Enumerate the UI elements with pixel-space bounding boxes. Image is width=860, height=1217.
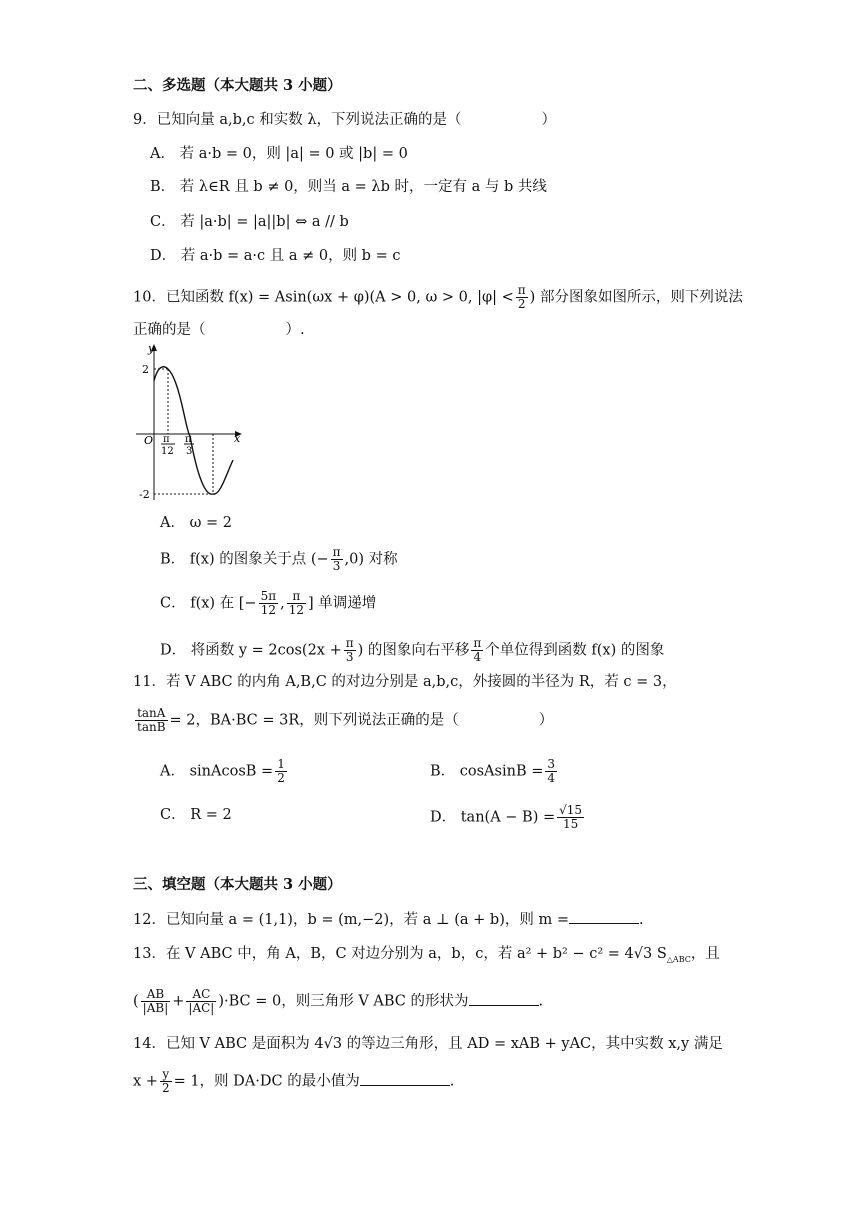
question-14-line1: 14．已知 V ABC 是面积为 4√3 的等边三角形，且 AD = xAB + yAC，其中实数 x,y 满足 <box>133 1036 723 1052</box>
answer-blank[interactable] <box>469 1005 539 1006</box>
q11-option-d <box>430 804 586 831</box>
q14-fraction <box>160 1068 172 1095</box>
q10-d-mid: ) 的图象向右平移 <box>357 642 470 659</box>
question-13-line1 <box>133 944 720 970</box>
fraction-denominator: |AC| <box>188 1001 215 1015</box>
q11-d-fraction <box>557 804 584 831</box>
q13-line1: 13．在 V ABC 中，角 A，B，C 对边分别为 a，b，c，若 a² + b² − c² = 4√3 S <box>133 946 667 962</box>
q9-option-a: A． 若 a·b = 0，则 |a| = 0 或 |b| = 0 <box>150 146 408 162</box>
q13-fraction-ab <box>141 988 171 1015</box>
fraction-numerator: AB <box>141 988 171 1002</box>
question-13-line2 <box>133 988 543 1015</box>
q13-open: ( <box>133 993 139 1010</box>
q10-c-pre: C． f(x) 在 [− <box>160 595 257 612</box>
fraction-denominator: 4 <box>547 771 555 785</box>
q13-plus: + <box>172 993 185 1010</box>
question-12 <box>133 910 644 930</box>
y-max-label: 2 <box>142 363 149 376</box>
fraction-denominator: 2 <box>277 771 285 785</box>
fraction-numerator: 3 <box>547 757 555 771</box>
q13-line2-post: )·BC = 0，则三角形 V ABC 的形状为 <box>218 993 469 1010</box>
fraction-numerator: AC <box>186 988 216 1002</box>
fraction-numerator: √15 <box>559 803 583 817</box>
q12-text: 12．已知向量 a = (1,1)，b = (m,−2)，若 a ⊥ (a + b)，则 m = <box>133 912 569 928</box>
fraction-denominator: 12 <box>260 603 276 617</box>
fraction-numerator: π <box>517 283 526 297</box>
q11-a-pre: A． sinAcosB = <box>160 763 274 780</box>
question-14-line2 <box>133 1068 454 1095</box>
question-9-stem <box>133 110 556 130</box>
q11-option-c: C． R = 2 <box>160 807 232 823</box>
fraction-numerator: 5π <box>260 589 277 603</box>
question-11-stem-line2 <box>133 707 553 734</box>
tick1-denominator: 12 <box>161 446 174 457</box>
q11-tan-fraction <box>135 707 168 734</box>
q10-b-pre: B． f(x) 的图象关于点 (− <box>160 551 329 568</box>
tick1-numerator: π <box>163 434 170 445</box>
q10-c-fraction-2 <box>287 590 306 617</box>
fraction-numerator: π <box>473 636 482 650</box>
q10-stem2-end: ）. <box>285 322 305 338</box>
q13-fraction-ac <box>186 988 216 1015</box>
q13-subscript: △ABC <box>666 954 691 964</box>
q11-d-pre: D． tan(A − B) = <box>430 809 556 826</box>
question-10-stem-line1 <box>133 284 743 311</box>
tick2-denominator: 3 <box>186 446 193 457</box>
q13-line1-end: ，且 <box>690 946 720 962</box>
y-label: y <box>148 342 155 355</box>
q10-option-a: A． ω = 2 <box>160 515 232 531</box>
q12-end: . <box>638 912 644 928</box>
q10-stem2: 正确的是（ <box>133 322 206 338</box>
q9-stem-end: ） <box>541 112 557 128</box>
q10-stem-fraction <box>516 284 528 311</box>
fraction-denominator: tanB <box>137 720 166 734</box>
q11-b-fraction <box>545 758 557 785</box>
section-3-title: 三、填空题（本大题共 3 小题） <box>133 876 342 893</box>
q10-c-post: ] 单调递增 <box>308 595 377 612</box>
fraction-denominator: 4 <box>473 650 482 664</box>
q10-option-d <box>160 637 664 664</box>
question-11-stem-line1: 11．若 V ABC 的内角 A,B,C 的对边分别是 a,b,c，外接圆的半径为 R，若 c = 3， <box>133 674 677 690</box>
q9-option-d: D． 若 a·b = a·c 且 a ≠ 0，则 b = c <box>150 248 401 264</box>
y-min-label: -2 <box>139 488 150 501</box>
fraction-denominator: 2 <box>161 1081 170 1095</box>
q10-stem1-end: ) 部分图象如图所示，则下列说法 <box>529 289 743 306</box>
q11-a-fraction <box>275 758 287 785</box>
q10-d-pre: D． 将函数 y = 2cos(2x + <box>160 642 342 659</box>
fraction-denominator: 3 <box>345 650 354 664</box>
q11-b-pre: B． cosAsinB = <box>430 763 544 780</box>
q10-option-c <box>160 590 376 617</box>
q10-c-mid: , <box>280 595 285 612</box>
q11-stem2: = 2，BA·BC = 3R，则下列说法正确的是（ <box>169 712 459 729</box>
fraction-denominator: 3 <box>332 559 341 573</box>
answer-blank[interactable] <box>569 923 639 924</box>
sine-graph <box>128 340 248 505</box>
q9-option-c: C． 若 |a·b| = |a||b| ⇔ a // b <box>150 214 349 230</box>
q10-d-fraction-1 <box>344 637 356 664</box>
q10-b-fraction <box>331 546 343 573</box>
q10-stem1: 10．已知函数 f(x) = Asin(ωx + φ)(A > 0, ω > 0, |φ| < <box>133 289 514 306</box>
question-10-stem-line2 <box>133 320 305 340</box>
q14-end: . <box>449 1073 455 1090</box>
q11-stem2-end: ） <box>538 712 554 729</box>
q14-line2-pre: x + <box>133 1073 158 1090</box>
q10-d-post: 个单位得到函数 f(x) 的图象 <box>485 642 665 659</box>
fraction-denominator: 12 <box>288 603 305 617</box>
tick2-numerator: π <box>185 434 192 445</box>
fraction-numerator: 1 <box>277 757 285 771</box>
x-label: x <box>234 432 241 445</box>
q10-option-b <box>160 546 398 573</box>
sine-curve <box>154 367 233 494</box>
fraction-numerator: π <box>332 545 341 559</box>
q10-d-fraction-2 <box>471 637 483 664</box>
q11-option-b <box>430 758 559 785</box>
q10-b-post: ,0) 对称 <box>344 551 398 568</box>
fraction-denominator: |AB| <box>142 1001 169 1015</box>
q10-c-fraction-1 <box>259 590 279 617</box>
fraction-numerator: π <box>345 636 354 650</box>
fraction-numerator: y <box>160 1068 172 1082</box>
q14-line2-post: = 1，则 DA·DC 的最小值为 <box>173 1073 360 1090</box>
origin-label: O <box>144 434 154 447</box>
q9-option-b: B． 若 λ∈R 且 b ≠ 0，则当 a = λb 时，一定有 a 与 b 共线 <box>150 179 547 195</box>
section-2-title: 二、多选题（本大题共 3 小题） <box>133 77 342 94</box>
fraction-denominator: 15 <box>562 817 579 831</box>
fraction-numerator: π <box>287 590 306 604</box>
fraction-numerator: tanA <box>135 707 168 721</box>
q11-option-a <box>160 758 289 785</box>
q13-end: . <box>538 993 544 1010</box>
q9-stem-text: 9．已知向量 a,b,c 和实数 λ，下列说法正确的是（ <box>133 112 462 128</box>
answer-blank[interactable] <box>360 1085 450 1086</box>
fraction-denominator: 2 <box>517 297 526 311</box>
